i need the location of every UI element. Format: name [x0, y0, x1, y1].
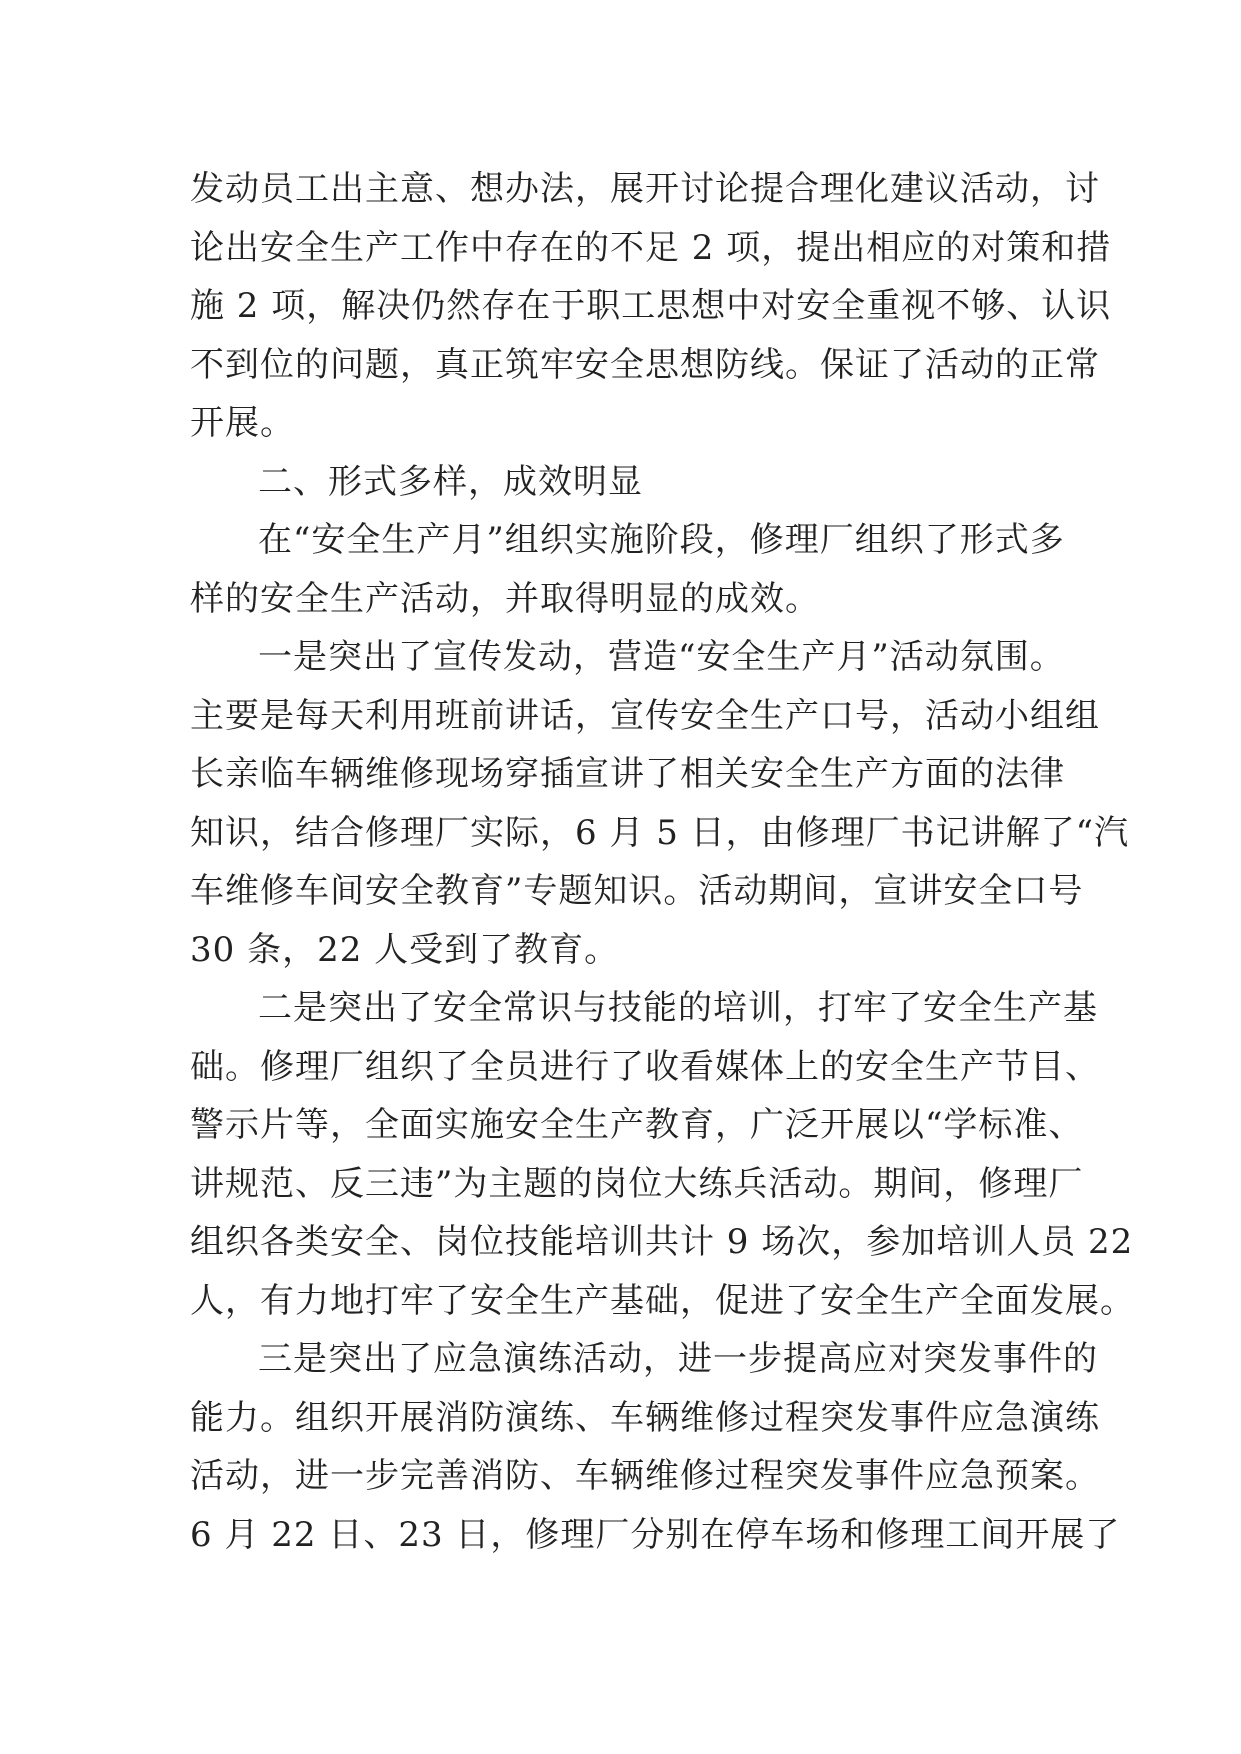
text-line: 讲规范、反三违”为主题的岗位大练兵活动。期间，修理厂 — [190, 1163, 1084, 1204]
text-line: 样的安全生产活动，并取得明显的成效。 — [190, 578, 820, 619]
text-line: 长亲临车辆维修现场穿插宣讲了相关安全生产方面的法律 — [190, 754, 1065, 794]
text-line: 组织各类安全、岗位技能培训共计 9 场次，参加培训人员 22 — [190, 1222, 1134, 1262]
text-line: 主要是每天利用班前讲话，宣传安全生产口号，活动小组组 — [190, 695, 1100, 736]
section-heading — [190, 453, 1052, 512]
paragraph-publicity — [190, 628, 1130, 979]
text-line: 发动员工出主意、想办法，展开讨论提合理化建议活动，讨 — [190, 169, 1100, 209]
text-line: 在“安全生产月”组织实施阶段，修理厂组织了形式多 — [258, 520, 1065, 560]
text-line: 三是突出了应急演练活动，进一步提高应对突发事件的 — [258, 1339, 1098, 1379]
text-line: 警示片等，全面实施安全生产教育，广泛开展以“学标准、 — [190, 1105, 1084, 1145]
text-line: 知识，结合修理厂实际，6 月 5 日，由修理厂书记讲解了“汽 — [190, 812, 1130, 853]
text-line: 6 月 22 日、23 日，修理厂分别在停车场和修理工间开展了 — [190, 1514, 1121, 1555]
text-line: 施 2 项，解决仍然存在于职工思想中对安全重视不够、认识 — [190, 286, 1112, 326]
text-line: 能力。组织开展消防演练、车辆维修过程突发事件应急演练 — [190, 1397, 1100, 1438]
text-line: 人，有力地打牢了安全生产基础，促进了安全生产全面发展。 — [190, 1280, 1135, 1321]
section-heading-text: 二、形式多样，成效明显 — [258, 461, 643, 502]
text-line: 论出安全生产工作中存在的不足 2 项，提出相应的对策和措 — [190, 227, 1112, 268]
text-line: 不到位的问题，真正筑牢安全思想防线。保证了活动的正常 — [190, 344, 1100, 385]
paragraph-continuation — [190, 160, 1112, 453]
paragraph-intro — [190, 511, 1065, 628]
text-line: 车维修车间安全教育”专题知识。活动期间，宣讲安全口号 — [190, 871, 1084, 911]
text-line: 一是突出了宣传发动，营造“安全生产月”活动氛围。 — [258, 637, 1065, 677]
text-line: 础。修理厂组织了全员进行了收看媒体上的安全生产节目、 — [190, 1046, 1100, 1087]
text-line: 二是突出了安全常识与技能的培训，打牢了安全生产基 — [258, 988, 1098, 1028]
paragraph-drill — [190, 1330, 1121, 1564]
paragraph-training — [190, 979, 1135, 1330]
text-line: 30 条，22 人受到了教育。 — [190, 929, 620, 970]
text-line: 活动，进一步完善消防、车辆维修过程突发事件应急预案。 — [190, 1456, 1100, 1496]
document-body — [190, 160, 1135, 1564]
text-line: 开展。 — [190, 403, 295, 443]
